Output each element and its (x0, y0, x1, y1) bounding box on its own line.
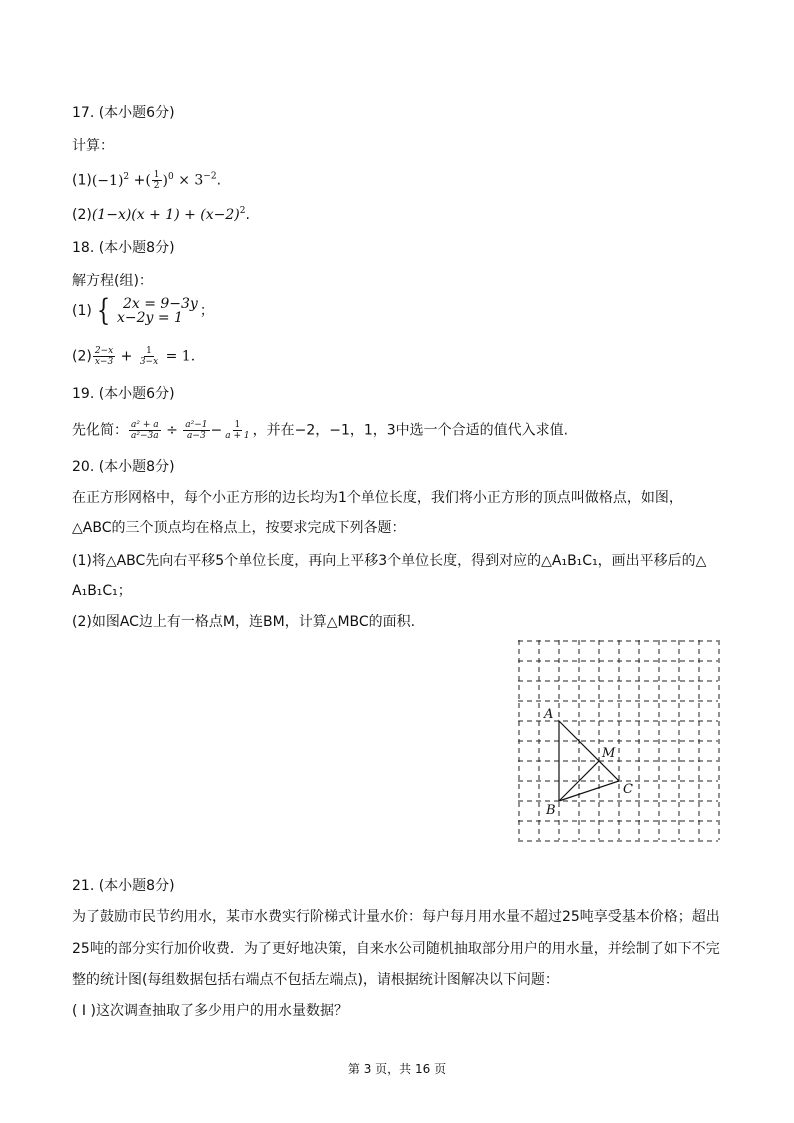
q17-fraction: $\frac{1}{2}$ (153, 170, 160, 191)
q18-part1-label: (1) (72, 303, 92, 319)
q18-fraction-2: $\frac{1}{3-x}$ (139, 346, 159, 367)
q18-equation-system (117, 297, 198, 325)
q17-part1-label: (1) (72, 172, 92, 189)
q20-line5: (2)如图AC边上有一格点M，连BM，计算△MBC的面积. (72, 614, 416, 630)
q17-heading: 17. (本小题6分) (72, 105, 175, 121)
label-m: M (602, 746, 616, 761)
q17-part1: $(1)(-1)^2$ +( $\frac{1}{2}$ )$^0 \times 3^{-2}$. (72, 170, 222, 191)
q21-line4: ( I )这次调查抽取了多少用户的用水量数据？ (72, 1003, 348, 1019)
q20-line3: (1)将△ABC先向右平移5个单位长度，再向上平移3个单位长度，得到对应的△A₁B₁C₁，画出平移后的△ (72, 553, 707, 569)
q19-fraction-b: $\frac{\text{a²−1}}{a-3}$ (185, 420, 208, 441)
q18-part2 (72, 346, 195, 367)
q18-heading: 18. (本小题8分) (72, 240, 175, 256)
q18-plus: + (120, 348, 133, 365)
q18-part2-end: = 1. (165, 348, 196, 365)
label-c: C (623, 782, 633, 797)
q21-line2: 25吨的部分实行加价收费．为了更好地决策，自来水公司随机抽取部分用户的用水量，并绘制了如下不完 (72, 941, 720, 957)
q17-part2-expr: (1−x)(x + 1) + (x−2) (91, 207, 240, 223)
q20-heading: 20. (本小题8分) (72, 459, 175, 475)
q20-line2: △ABC的三个顶点均在格点上，按要求完成下列各题： (72, 520, 406, 536)
q19-tail: ，并在−2，−1，1，3中选一个合适的值代入求值. (252, 422, 569, 439)
page-footer: 第 3 页，共 16 页 (347, 1062, 447, 1076)
q17-part1-tail: × 3 (178, 172, 204, 189)
q18-part1-end: ； (199, 303, 214, 319)
q18-eq2: x−2y = 1 (116, 310, 183, 326)
q19-fraction-c: $\frac{1}{a + 1}$ (225, 420, 250, 441)
q18-prompt: 解方程(组)： (72, 273, 153, 289)
q20-line1: 在正方形网格中，每个小正方形的边长均为1个单位长度，我们将小正方形的顶点叫做格点，如图， (72, 490, 683, 506)
q18-fraction-1: $\frac{2-x}{x-3}$ (94, 346, 114, 367)
q19-fraction-a: $\frac{\text{a² + a}}{\text{a²−3a}}$ (131, 420, 159, 441)
q18-part1 (72, 293, 214, 328)
q19-prompt: 先化简： (72, 422, 128, 439)
q19-divide: ÷ (166, 422, 178, 439)
q21-line1: 为了鼓励市民节约用水，某市水费实行阶梯式计量水价：每户每月用水量不超过25吨享受基本价格；超出 (72, 909, 720, 925)
label-b: B (546, 803, 556, 818)
q18-eq1: 2x = 9−3y (122, 296, 198, 312)
q19-heading: 19. (本小题6分) (72, 386, 175, 402)
grid-figure (518, 640, 720, 842)
q21-heading: 21. (本小题8分) (72, 878, 175, 894)
q17-part1-plus: + (133, 172, 146, 189)
q17-prompt: 计算： (72, 138, 114, 154)
label-a: A (544, 707, 554, 722)
q17-part2: $(2)(1-x)(x + 1) + (x-2)^2$. (72, 206, 250, 223)
q17-part2-label: (2) (72, 207, 92, 223)
q20-line4: A₁B₁C₁； (72, 583, 132, 599)
q19-minus: − (210, 422, 223, 439)
q18-brace: { (96, 293, 111, 328)
q21-line3: 整的统计图(每组数据包括右端点不包括左端点)，请根据统计图解决以下问题： (72, 972, 559, 988)
q19-body (72, 420, 568, 441)
q18-part2-label: (2) (72, 348, 92, 365)
